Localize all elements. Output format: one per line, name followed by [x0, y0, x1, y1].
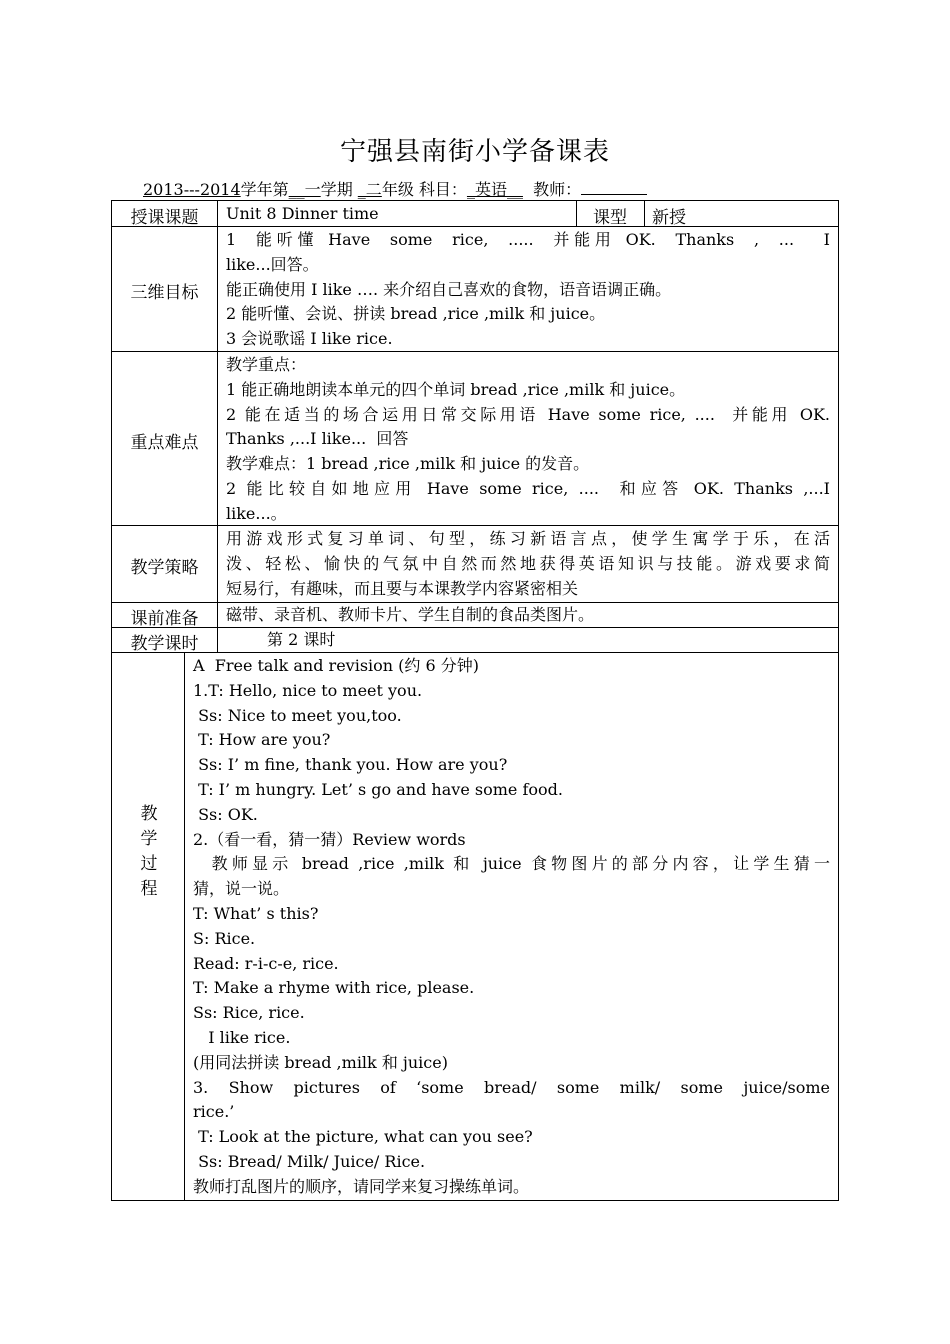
process-line: 3. Show pictures of ‘some bread/ some milk/ some juice/some	[193, 1077, 830, 1097]
process-line: 教师显示 bread ,rice ,milk 和 juice 食物图片的部分内容，让学生猜一	[193, 854, 830, 874]
col-divider	[184, 652, 185, 1200]
strategy-label: 教学策略	[130, 558, 199, 578]
subject-value: _英语__	[466, 180, 523, 199]
strategy-text	[226, 527, 830, 601]
key-line: 教学难点：1 bread ,rice ,milk 和 juice 的发音。	[226, 454, 590, 474]
hours-value: 第 2 课时	[267, 630, 336, 649]
lesson-type-label: 课型	[593, 208, 627, 228]
key-line: like...。	[226, 503, 287, 523]
grade-suffix: 年级	[381, 180, 414, 199]
process-line: Ss: I’ m fine, thank you. How are you?	[193, 755, 508, 775]
process-line: Ss: OK.	[193, 804, 258, 824]
teacher-label: 教师：	[533, 180, 582, 199]
process-text	[193, 654, 830, 1200]
process-line: T: What’ s this?	[193, 903, 319, 923]
grade-value: _二	[357, 180, 382, 199]
process-line: 1.T: Hello, nice to meet you.	[193, 680, 423, 700]
col-divider	[644, 201, 645, 226]
process-line: rice.’	[193, 1102, 235, 1122]
process-line: Ss: Rice, rice.	[193, 1003, 305, 1023]
col-divider	[217, 201, 218, 652]
strategy-line: 泼、轻松、愉快的气氛中自然而然地获得英语知识与技能。游戏要求简	[226, 553, 830, 573]
goals-line: 1 能听懂 Have some rice, ..... 并能用 OK. Thanks , ... I	[226, 230, 830, 249]
process-line: I like rice.	[193, 1027, 291, 1047]
process-line: T: I’ m hungry. Let’ s go and have some food.	[193, 779, 563, 799]
key-points-text	[226, 353, 830, 527]
process-label	[138, 802, 160, 902]
process-line: Read: r-i-c-e, rice.	[193, 953, 339, 973]
key-line: 1 能正确地朗读本单元的四个单词 bread ,rice ,milk 和 juice。	[226, 379, 686, 399]
process-line: T: Look at the picture, what can you see?	[193, 1127, 533, 1147]
prep-label: 课前准备	[130, 609, 199, 629]
page-title: 宁强县南街小学备课表	[339, 137, 610, 167]
key-points-label: 重点难点	[130, 433, 199, 453]
lesson-plan-table	[111, 200, 839, 1201]
goals-line: 能正确使用 I like …. 来介绍自己喜欢的食物，语音语调正确。	[226, 279, 672, 299]
lesson-meta-line	[143, 177, 647, 200]
process-label-char: 程	[140, 879, 158, 899]
goals-line: 3 会说歌谣 I like rice.	[226, 329, 393, 349]
process-line: (用同法拼读 bread ,milk 和 juice)	[193, 1052, 448, 1072]
lesson-type-value: 新授	[652, 208, 686, 228]
hours-label: 教学课时	[130, 634, 199, 654]
key-line: Thanks ,...I like... 回答	[226, 429, 409, 449]
process-line: Ss: Nice to meet you,too.	[193, 705, 402, 725]
term-number: __一	[288, 180, 321, 199]
process-line: S: Rice.	[193, 928, 256, 948]
prep-value: 磁带、录音机、教师卡片、学生自制的食品类图片。	[226, 605, 595, 624]
key-line: 2 能比较自如地应用 Have some rice, .... 和应答 OK. Thanks ,...I	[226, 478, 830, 498]
strategy-line: 用游戏形式复习单词、句型，练习新语言点，使学生寓学于乐，在活	[226, 529, 830, 548]
process-line: A Free talk and revision (约 6 分钟)	[193, 656, 480, 675]
goals-label: 三维目标	[130, 283, 199, 303]
process-line: 2.（看一看，猜一猜）Review words	[193, 829, 466, 849]
teacher-blank	[581, 180, 647, 195]
process-line: Ss: Bread/ Milk/ Juice/ Rice.	[193, 1151, 426, 1171]
key-line: 教学重点：	[226, 355, 307, 374]
strategy-line: 短易行，有趣味，而且要与本课教学内容紧密相关	[226, 578, 579, 598]
topic-label: 授课课题	[130, 208, 199, 228]
goals-line: like...回答。	[226, 254, 319, 274]
year-suffix: 学年第	[240, 180, 289, 199]
process-label-char: 过	[140, 854, 158, 874]
goals-text	[226, 228, 830, 352]
key-line: 2 能在适当的场合运用日常交际用语 Have some rice, .... 并能用 OK.	[226, 404, 830, 424]
row-divider	[112, 226, 838, 227]
process-line: T: How are you?	[193, 730, 331, 750]
term-suffix: 学期	[320, 180, 353, 199]
school-year: 2013---2014	[143, 180, 241, 199]
process-label-char: 学	[140, 829, 158, 849]
goals-line: 2 能听懂、会说、拼读 bread ,rice ,milk 和 juice。	[226, 304, 606, 324]
process-line: 教师打乱图片的顺序，请同学来复习操练单词。	[193, 1176, 530, 1196]
subject-label: 科目：	[418, 180, 467, 199]
process-line: T: Make a rhyme with rice, please.	[193, 978, 475, 998]
row-divider	[112, 652, 838, 653]
topic-value: Unit 8 Dinner time	[226, 204, 379, 223]
process-label-char: 教	[140, 804, 158, 824]
process-line: 猜，说一说。	[193, 879, 290, 899]
